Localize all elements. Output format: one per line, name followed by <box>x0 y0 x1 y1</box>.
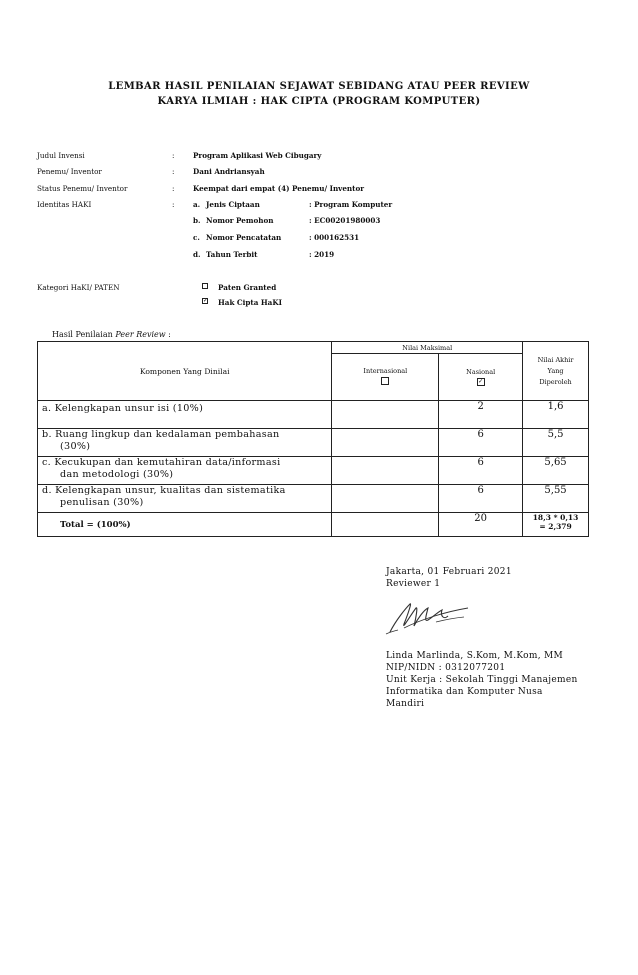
haki-item-value: : 000162531 <box>309 233 360 242</box>
total-nasional: 20 <box>439 513 523 537</box>
row-nasional: 6 <box>439 429 523 457</box>
reviewer-name: Linda Marlinda, S.Kom, M.Kom, MM <box>386 651 564 661</box>
document-title-line1: LEMBAR HASIL PENILAIAN SEJAWAT SEBIDANG ATAU PEER REVIEW <box>108 81 530 92</box>
header-nilai-akhir <box>523 342 589 401</box>
row-komponen-line2: penulisan (30%) <box>60 497 144 508</box>
separator: : <box>172 151 175 160</box>
document-title-line2: KARYA ILMIAH : HAK CIPTA (PROGRAM KOMPUTER) <box>157 96 481 107</box>
haki-item-label: Nomor Pemohon <box>206 216 274 225</box>
table-row <box>38 485 589 513</box>
hak-cipta-label: Hak Cipta HaKI <box>218 298 282 307</box>
reviewer-nip: NIP/NIDN : 0312077201 <box>386 663 506 673</box>
row-komponen-line1: a. Kelengkapan unsur isi (10%) <box>42 403 204 414</box>
row-komponen-line2: dan metodologi (30%) <box>60 469 174 480</box>
reviewer-unit-line2: Informatika dan Komputer Nusa <box>386 687 543 697</box>
paten-granted-label: Paten Granted <box>218 283 277 292</box>
total-internasional <box>332 513 439 537</box>
haki-item-letter: d. <box>193 250 201 259</box>
row-akhir: 1,6 <box>523 401 589 429</box>
header-nilai-akhir-line2: Yang <box>547 366 564 375</box>
row-internasional <box>332 429 439 457</box>
haki-item-value: : 2019 <box>309 250 335 259</box>
haki-item-label: Nomor Pencatatan <box>206 233 282 242</box>
reviewer-unit-line1: Unit Kerja : Sekolah Tinggi Manajemen <box>386 675 578 685</box>
paten-granted-checkbox[interactable] <box>202 283 208 289</box>
review-caption-prefix: Hasil Penilaian <box>52 330 116 339</box>
total-label: Total = (100%) <box>38 513 332 537</box>
penemu-label: Penemu/ Inventor <box>37 167 102 176</box>
header-nasional <box>439 354 523 401</box>
haki-label: Identitas HAKI <box>37 200 92 209</box>
row-nasional: 6 <box>439 485 523 513</box>
row-nasional: 6 <box>439 457 523 485</box>
reviewer-unit-line3: Mandiri <box>386 699 425 709</box>
header-internasional-label: Internasional <box>363 367 408 375</box>
review-caption <box>52 330 171 339</box>
penemu-value: Dani Andriansyah <box>193 167 265 176</box>
judul-label: Judul Invensi <box>37 151 85 160</box>
judul-value: Program Aplikasi Web Cibugary <box>193 151 322 160</box>
separator: : <box>172 167 175 176</box>
total-akhir-line2: = 2,379 <box>539 522 572 531</box>
place-date: Jakarta, 01 Februari 2021 <box>386 567 512 577</box>
status-label: Status Penemu/ Inventor <box>37 184 128 193</box>
signature-image <box>384 598 476 638</box>
row-internasional <box>332 401 439 429</box>
row-akhir: 5,55 <box>523 485 589 513</box>
haki-item-value: : Program Komputer <box>309 200 393 209</box>
haki-item-letter: b. <box>193 216 201 225</box>
row-komponen <box>38 457 332 485</box>
row-komponen-line1: d. Kelengkapan unsur, kualitas dan sistematika <box>42 485 286 496</box>
table-row <box>38 429 589 457</box>
header-nasional-label: Nasional <box>466 368 496 376</box>
haki-item-letter: c. <box>193 233 200 242</box>
row-komponen-line1: b. Ruang lingkup dan kedalaman pembahasan <box>42 429 280 440</box>
header-nilai-akhir-line3: Diperoleh <box>539 377 572 386</box>
row-komponen <box>38 401 332 429</box>
internasional-checkbox[interactable] <box>381 377 389 385</box>
header-nilai-maksimal: Nilai Maksimal <box>332 342 523 354</box>
row-komponen-line2: (30%) <box>60 441 91 452</box>
row-komponen <box>38 485 332 513</box>
total-row <box>38 513 589 537</box>
separator: : <box>172 200 175 209</box>
reviewer-label: Reviewer 1 <box>386 579 441 589</box>
status-value: Keempat dari empat (4) Penemu/ Inventor <box>193 184 365 193</box>
separator: : <box>172 184 175 193</box>
haki-item-letter: a. <box>193 200 201 209</box>
haki-item-label: Jenis Ciptaan <box>206 200 260 209</box>
row-internasional <box>332 457 439 485</box>
header-internasional <box>332 354 439 401</box>
review-table <box>37 341 589 537</box>
row-komponen <box>38 429 332 457</box>
hak-cipta-checkbox[interactable] <box>202 298 208 304</box>
total-akhir <box>523 513 589 537</box>
table-row <box>38 457 589 485</box>
review-caption-suffix: : <box>165 330 171 339</box>
kategori-label: Kategori HaKI/ PATEN <box>37 283 120 292</box>
haki-item-value: : EC00201980003 <box>309 216 381 225</box>
header-nilai-akhir-line1: Nilai Akhir <box>537 355 574 364</box>
review-caption-italic: Peer Review <box>115 330 166 339</box>
row-akhir: 5,5 <box>523 429 589 457</box>
table-row <box>38 401 589 429</box>
row-internasional <box>332 485 439 513</box>
row-akhir: 5,65 <box>523 457 589 485</box>
row-nasional: 2 <box>439 401 523 429</box>
nasional-checkbox[interactable]: ✓ <box>478 378 484 385</box>
header-komponen: Komponen Yang Dinilai <box>38 342 332 401</box>
total-akhir-line1: 18,3 * 0,13 <box>532 513 579 522</box>
row-komponen-line1: c. Kecukupan dan kemutahiran data/informasi <box>42 457 281 468</box>
haki-item-label: Tahun Terbit <box>206 250 258 259</box>
